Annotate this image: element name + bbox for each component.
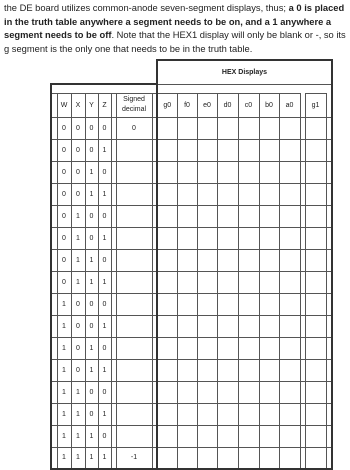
input-z-cell: 1 xyxy=(98,227,111,249)
truth-table-row xyxy=(51,337,332,359)
segment-e0-cell xyxy=(197,381,217,403)
segment-a0-cell xyxy=(279,271,300,293)
segment-e0-cell xyxy=(197,183,217,205)
segment-a0-cell xyxy=(279,139,300,161)
segment-b0-cell xyxy=(259,139,279,161)
segment-a0-cell xyxy=(279,227,300,249)
header-y: Y xyxy=(85,93,98,117)
segment-c0-cell xyxy=(238,249,259,271)
segment-c0-cell xyxy=(238,183,259,205)
segment-b0-cell xyxy=(259,271,279,293)
segment-f0-cell xyxy=(177,359,197,381)
input-z-cell: 0 xyxy=(98,117,111,139)
segment-g0-cell xyxy=(157,381,177,403)
header-b0: b0 xyxy=(259,93,279,117)
truth-table-row xyxy=(51,183,332,205)
segment-f0-cell xyxy=(177,183,197,205)
segment-a0-cell xyxy=(279,337,300,359)
segment-g0-cell xyxy=(157,359,177,381)
segment-e0-cell xyxy=(197,271,217,293)
segment-d0-cell xyxy=(217,271,238,293)
input-y-cell: 0 xyxy=(85,139,98,161)
input-x-cell: 1 xyxy=(71,227,85,249)
input-y-cell: 1 xyxy=(85,447,98,469)
segment-d0-cell xyxy=(217,183,238,205)
instructions-text-2: . Note that the HEX1 display will only be blank or -, so its g segment is the only one that needs to be in the truth table. xyxy=(4,30,346,54)
header-c0: c0 xyxy=(238,93,259,117)
segment-a0-cell xyxy=(279,315,300,337)
input-z-cell: 0 xyxy=(98,381,111,403)
signed-decimal-cell: -1 xyxy=(116,447,152,469)
segment-a0-cell xyxy=(279,381,300,403)
input-x-cell: 1 xyxy=(71,447,85,469)
segment-b0-cell xyxy=(259,359,279,381)
header-x: X xyxy=(71,93,85,117)
header-e0: e0 xyxy=(197,93,217,117)
row-margin-cell xyxy=(326,183,332,205)
input-y-cell: 0 xyxy=(85,117,98,139)
input-x-cell: 1 xyxy=(71,271,85,293)
truth-table-row xyxy=(51,205,332,227)
truth-table-row xyxy=(51,293,332,315)
row-margin-cell xyxy=(326,315,332,337)
segment-b0-cell xyxy=(259,161,279,183)
input-y-cell: 1 xyxy=(85,359,98,381)
segment-b0-cell xyxy=(259,315,279,337)
segment-g0-cell xyxy=(157,139,177,161)
row-margin-cell xyxy=(326,249,332,271)
segment-d0-cell xyxy=(217,293,238,315)
row-margin-cell xyxy=(326,403,332,425)
segment-f0-cell xyxy=(177,139,197,161)
segment-c0-cell xyxy=(238,161,259,183)
input-y-cell: 0 xyxy=(85,403,98,425)
segment-c0-cell xyxy=(238,337,259,359)
input-w-cell: 0 xyxy=(57,271,71,293)
signed-decimal-cell xyxy=(116,315,152,337)
input-x-cell: 0 xyxy=(71,161,85,183)
input-x-cell: 0 xyxy=(71,139,85,161)
truth-table-row xyxy=(51,447,332,469)
input-x-cell: 0 xyxy=(71,337,85,359)
truth-table-row xyxy=(51,227,332,249)
segment-d0-cell xyxy=(217,139,238,161)
segment-c0-cell xyxy=(238,359,259,381)
hex-displays-title: HEX Displays xyxy=(157,60,332,84)
row-margin-cell xyxy=(326,161,332,183)
input-y-cell: 1 xyxy=(85,425,98,447)
segment-e0-cell xyxy=(197,315,217,337)
segment-e0-cell xyxy=(197,293,217,315)
segment-a0-cell xyxy=(279,359,300,381)
segment-g0-cell xyxy=(157,249,177,271)
segment-a0-cell xyxy=(279,403,300,425)
input-y-cell: 1 xyxy=(85,271,98,293)
segment-f0-cell xyxy=(177,227,197,249)
signed-decimal-cell xyxy=(116,205,152,227)
segment-d0-cell xyxy=(217,161,238,183)
input-w-cell: 1 xyxy=(57,359,71,381)
segment-f0-cell xyxy=(177,271,197,293)
segment-e0-cell xyxy=(197,205,217,227)
row-margin-cell xyxy=(326,117,332,139)
input-z-cell: 0 xyxy=(98,337,111,359)
segment-a0-cell xyxy=(279,249,300,271)
segment-g1-cell xyxy=(305,293,326,315)
row-margin-cell xyxy=(326,381,332,403)
header-g1: g1 xyxy=(305,93,326,117)
segment-g0-cell xyxy=(157,293,177,315)
input-x-cell: 1 xyxy=(71,403,85,425)
segment-g0-cell xyxy=(157,447,177,469)
instructions-text-1: the DE board utilizes common-anode seven-segment displays, thus; xyxy=(4,3,289,13)
input-x-cell: 1 xyxy=(71,425,85,447)
segment-b0-cell xyxy=(259,293,279,315)
segment-g0-cell xyxy=(157,425,177,447)
input-z-cell: 0 xyxy=(98,249,111,271)
signed-decimal-cell xyxy=(116,183,152,205)
input-w-cell: 0 xyxy=(57,117,71,139)
signed-decimal-cell xyxy=(116,271,152,293)
signed-decimal-cell xyxy=(116,425,152,447)
segment-d0-cell xyxy=(217,381,238,403)
segment-b0-cell xyxy=(259,447,279,469)
header-a0: a0 xyxy=(279,93,300,117)
input-w-cell: 1 xyxy=(57,403,71,425)
segment-e0-cell xyxy=(197,249,217,271)
input-z-cell: 0 xyxy=(98,161,111,183)
input-z-cell: 1 xyxy=(98,183,111,205)
input-w-cell: 0 xyxy=(57,227,71,249)
row-margin-cell xyxy=(326,227,332,249)
segment-g1-cell xyxy=(305,447,326,469)
input-x-cell: 0 xyxy=(71,293,85,315)
segment-c0-cell xyxy=(238,381,259,403)
segment-c0-cell xyxy=(238,205,259,227)
segment-f0-cell xyxy=(177,447,197,469)
segment-a0-cell xyxy=(279,447,300,469)
row-margin-cell xyxy=(326,205,332,227)
segment-a0-cell xyxy=(279,205,300,227)
segment-d0-cell xyxy=(217,337,238,359)
segment-f0-cell xyxy=(177,161,197,183)
segment-f0-cell xyxy=(177,403,197,425)
segment-g1-cell xyxy=(305,271,326,293)
segment-a0-cell xyxy=(279,293,300,315)
truth-table-row xyxy=(51,403,332,425)
segment-e0-cell xyxy=(197,227,217,249)
segment-a0-cell xyxy=(279,183,300,205)
segment-f0-cell xyxy=(177,205,197,227)
signed-decimal-cell: 0 xyxy=(116,117,152,139)
truth-table-row xyxy=(51,249,332,271)
input-x-cell: 0 xyxy=(71,359,85,381)
truth-table-row xyxy=(51,117,332,139)
segment-d0-cell xyxy=(217,227,238,249)
signed-decimal-cell xyxy=(116,161,152,183)
input-y-cell: 0 xyxy=(85,205,98,227)
segment-d0-cell xyxy=(217,447,238,469)
segment-c0-cell xyxy=(238,447,259,469)
segment-f0-cell xyxy=(177,293,197,315)
signed-decimal-cell xyxy=(116,337,152,359)
segment-e0-cell xyxy=(197,425,217,447)
input-y-cell: 1 xyxy=(85,161,98,183)
signed-decimal-cell xyxy=(116,359,152,381)
segment-e0-cell xyxy=(197,337,217,359)
header-f0: f0 xyxy=(177,93,197,117)
signed-decimal-cell xyxy=(116,381,152,403)
segment-f0-cell xyxy=(177,425,197,447)
input-y-cell: 0 xyxy=(85,293,98,315)
input-y-cell: 1 xyxy=(85,249,98,271)
segment-e0-cell xyxy=(197,161,217,183)
segment-b0-cell xyxy=(259,403,279,425)
row-margin-cell xyxy=(326,337,332,359)
segment-g1-cell xyxy=(305,337,326,359)
segment-d0-cell xyxy=(217,117,238,139)
input-z-cell: 0 xyxy=(98,293,111,315)
segment-g0-cell xyxy=(157,271,177,293)
segment-g1-cell xyxy=(305,403,326,425)
segment-b0-cell xyxy=(259,425,279,447)
segment-b0-cell xyxy=(259,205,279,227)
input-w-cell: 0 xyxy=(57,183,71,205)
input-z-cell: 1 xyxy=(98,315,111,337)
input-w-cell: 1 xyxy=(57,337,71,359)
segment-c0-cell xyxy=(238,117,259,139)
truth-table-row xyxy=(51,139,332,161)
header-row xyxy=(51,93,332,117)
segment-d0-cell xyxy=(217,205,238,227)
segment-b0-cell xyxy=(259,183,279,205)
segment-g1-cell xyxy=(305,227,326,249)
input-w-cell: 1 xyxy=(57,293,71,315)
segment-g1-cell xyxy=(305,425,326,447)
segment-e0-cell xyxy=(197,447,217,469)
signed-decimal-cell xyxy=(116,293,152,315)
input-w-cell: 0 xyxy=(57,161,71,183)
truth-table xyxy=(50,59,333,470)
segment-g1-cell xyxy=(305,359,326,381)
segment-d0-cell xyxy=(217,359,238,381)
signed-decimal-cell xyxy=(116,249,152,271)
segment-g1-cell xyxy=(305,381,326,403)
header-signed-decimal: Signed decimal xyxy=(116,93,152,117)
segment-f0-cell xyxy=(177,315,197,337)
input-z-cell: 1 xyxy=(98,359,111,381)
segment-g1-cell xyxy=(305,249,326,271)
row-margin-cell xyxy=(326,139,332,161)
instructions-bold-text: a 0 is placed in the truth table anywhere a segment needs to be on, and a 1 anywhere a segment needs to be off xyxy=(4,3,345,41)
input-x-cell: 1 xyxy=(71,249,85,271)
signed-decimal-cell xyxy=(116,403,152,425)
instructions-paragraph xyxy=(4,2,350,56)
segment-c0-cell xyxy=(238,403,259,425)
header-g0: g0 xyxy=(157,93,177,117)
input-z-cell: 0 xyxy=(98,425,111,447)
segment-f0-cell xyxy=(177,249,197,271)
segment-c0-cell xyxy=(238,293,259,315)
segment-g0-cell xyxy=(157,161,177,183)
input-z-cell: 1 xyxy=(98,403,111,425)
header-w: W xyxy=(57,93,71,117)
input-x-cell: 1 xyxy=(71,381,85,403)
truth-table-row xyxy=(51,315,332,337)
segment-g1-cell xyxy=(305,205,326,227)
input-z-cell: 0 xyxy=(98,205,111,227)
segment-f0-cell xyxy=(177,117,197,139)
row-margin-cell xyxy=(326,359,332,381)
input-y-cell: 1 xyxy=(85,183,98,205)
row-margin-cell xyxy=(326,447,332,469)
segment-d0-cell xyxy=(217,425,238,447)
segment-d0-cell xyxy=(217,249,238,271)
segment-c0-cell xyxy=(238,425,259,447)
segment-c0-cell xyxy=(238,139,259,161)
input-w-cell: 1 xyxy=(57,315,71,337)
header-d0: d0 xyxy=(217,93,238,117)
segment-g0-cell xyxy=(157,403,177,425)
segment-e0-cell xyxy=(197,139,217,161)
segment-g0-cell xyxy=(157,117,177,139)
segment-g1-cell xyxy=(305,161,326,183)
segment-g0-cell xyxy=(157,337,177,359)
row-margin-cell xyxy=(326,271,332,293)
truth-table-row xyxy=(51,271,332,293)
segment-b0-cell xyxy=(259,227,279,249)
segment-e0-cell xyxy=(197,359,217,381)
truth-table-row xyxy=(51,381,332,403)
input-x-cell: 0 xyxy=(71,315,85,337)
segment-d0-cell xyxy=(217,403,238,425)
segment-d0-cell xyxy=(217,315,238,337)
segment-g1-cell xyxy=(305,117,326,139)
segment-a0-cell xyxy=(279,117,300,139)
input-x-cell: 1 xyxy=(71,205,85,227)
segment-b0-cell xyxy=(259,381,279,403)
signed-decimal-cell xyxy=(116,139,152,161)
segment-g1-cell xyxy=(305,139,326,161)
segment-g0-cell xyxy=(157,205,177,227)
input-z-cell: 1 xyxy=(98,271,111,293)
segment-b0-cell xyxy=(259,249,279,271)
segment-g1-cell xyxy=(305,315,326,337)
input-y-cell: 1 xyxy=(85,337,98,359)
segment-g0-cell xyxy=(157,315,177,337)
signed-decimal-cell xyxy=(116,227,152,249)
segment-b0-cell xyxy=(259,337,279,359)
segment-b0-cell xyxy=(259,117,279,139)
row-margin-cell xyxy=(326,425,332,447)
row-margin-cell xyxy=(326,293,332,315)
header-z: Z xyxy=(98,93,111,117)
segment-g0-cell xyxy=(157,183,177,205)
input-y-cell: 0 xyxy=(85,227,98,249)
segment-c0-cell xyxy=(238,227,259,249)
segment-f0-cell xyxy=(177,381,197,403)
input-x-cell: 0 xyxy=(71,183,85,205)
segment-a0-cell xyxy=(279,161,300,183)
input-w-cell: 1 xyxy=(57,381,71,403)
input-z-cell: 1 xyxy=(98,139,111,161)
segment-a0-cell xyxy=(279,425,300,447)
segment-e0-cell xyxy=(197,403,217,425)
truth-table-row xyxy=(51,359,332,381)
input-w-cell: 0 xyxy=(57,249,71,271)
input-w-cell: 1 xyxy=(57,447,71,469)
truth-table-row xyxy=(51,425,332,447)
input-w-cell: 1 xyxy=(57,425,71,447)
input-y-cell: 0 xyxy=(85,381,98,403)
input-w-cell: 0 xyxy=(57,205,71,227)
segment-e0-cell xyxy=(197,117,217,139)
input-y-cell: 0 xyxy=(85,315,98,337)
truth-table-row xyxy=(51,161,332,183)
segment-g1-cell xyxy=(305,183,326,205)
input-w-cell: 0 xyxy=(57,139,71,161)
segment-f0-cell xyxy=(177,337,197,359)
segment-g0-cell xyxy=(157,227,177,249)
input-z-cell: 1 xyxy=(98,447,111,469)
segment-c0-cell xyxy=(238,315,259,337)
segment-c0-cell xyxy=(238,271,259,293)
input-x-cell: 0 xyxy=(71,117,85,139)
